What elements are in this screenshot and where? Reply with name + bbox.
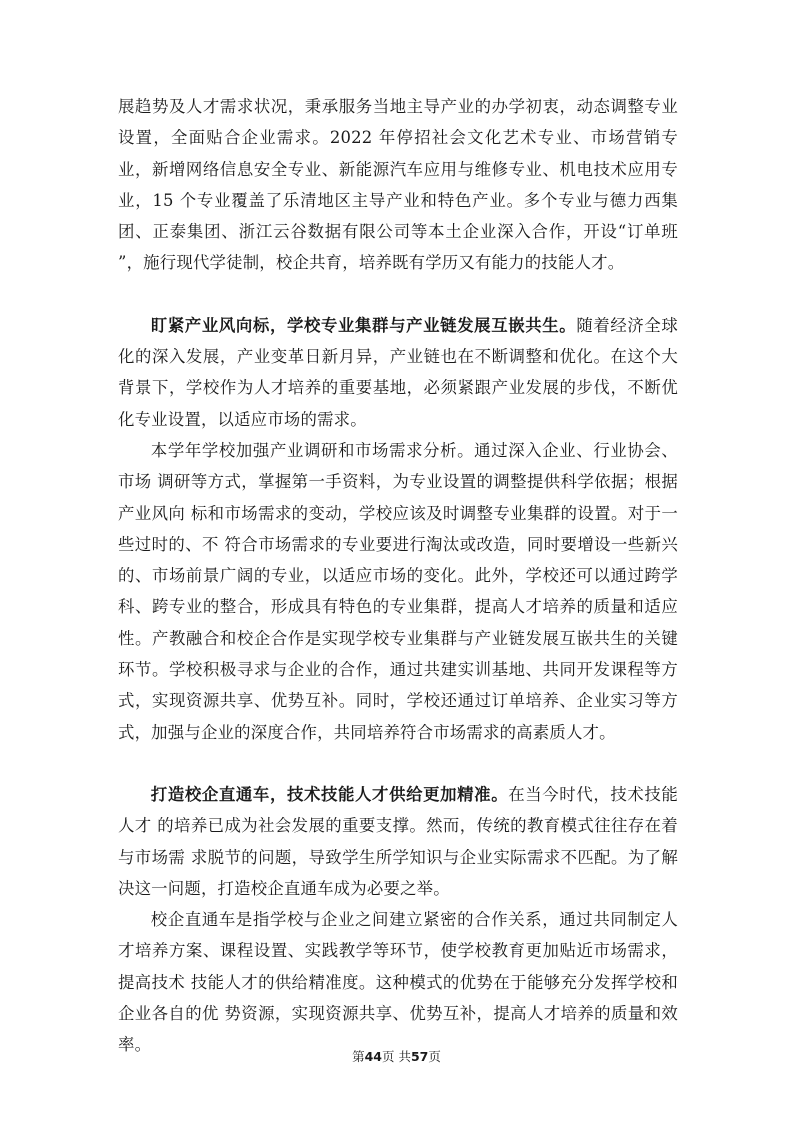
- paragraph-5: 校企直通车是指学校与企业之间建立紧密的合作关系，通过共同制定人才培养方案、课程设置、实践教学等环节，使学校教育更加贴近市场需求，提高技术 技能人才的供给精准度。这种模式的优势在于能够充分发挥学校和企业各自的优 势资源，实现资源共享、优势互补，提高人才培养的质量和效率。: [118, 910, 678, 1055]
- section-heading-industry-trend: 盯紧产业风向标，学校专业集群与产业链发展互嵌共生。: [150, 315, 577, 335]
- page-footer: [0, 1047, 793, 1065]
- paragraph-2: [118, 310, 678, 435]
- paragraph-1: 展趋势及人才需求状况，秉承服务当地主导产业的办学初衷，动态调整专业设置，全面贴合企业需求。2022 年停招社会文化艺术专业、市场营销专业，新增网络信息安全专业、新能源汽车应用与维修专业、机电技术应用专业，15 个专业覆盖了乐清地区主导产业和特色产业。多个专业与德力西集团、正泰集团、浙江云谷数据有限公司等本土企业深入合作，开设“订单班 ”，施行现代学徒制，校企共育，培养既有学历又有能力的技能人才。: [118, 97, 678, 273]
- footer-middle: 页 共: [382, 1049, 411, 1064]
- paragraph-3: 本学年学校加强产业调研和市场需求分析。通过深入企业、行业协会、市场 调研等方式，掌握第一手资料，为专业设置的调整提供科学依据；根据产业风向 标和市场需求的变动，学校应该及时调整专业集群的设置。对于一些过时的、不 符合市场需求的专业要进行淘汰或改造，同时要增设一些新兴的、市场前景广阔的专业，以适应市场的变化。此外，学校还可以通过跨学科、跨专业的整合，形成具有特色的专业集群，提高人才培养的质量和适应性。产教融合和校企合作是实现学校专业集群与产业链发展互嵌共生的关键环节。学校积极寻求与企业的合作，通过共建实训基地、共同开发课程等方式，实现资源共享、优势互补。同时，学校还通过订单培养、企业实习等方式，加强与企业的深度合作，共同培养符合市场需求的高素质人才。: [118, 440, 678, 742]
- paragraph-4-body: 在当今时代，技术技能人才 的培养已成为社会发展的重要支撑。然而，传统的教育模式往往存在着与市场需 求脱节的问题，导致学生所学知识与企业实际需求不匹配。为了解决这一问题，打造校企直通车成为必要之举。: [118, 784, 679, 898]
- footer-total-pages: 57: [410, 1049, 429, 1064]
- document-body: [118, 91, 678, 1061]
- paragraph-4: [118, 779, 678, 904]
- footer-suffix: 页: [428, 1049, 441, 1064]
- section-heading-school-enterprise: 打造校企直通车，技术技能人才供给更加精准。: [150, 784, 509, 804]
- footer-current-page: 44: [364, 1049, 382, 1064]
- paragraph-2-body: 随着经济全球化的深入发展，产业变革日新月异，产业链也在不断调整和优化。在这个大背景下，学校作为人才培养的重要基地，必须紧跟产业发展的步伐，不断优化专业设置，以适应市场的需求。: [118, 315, 679, 429]
- footer-prefix: 第: [352, 1049, 365, 1064]
